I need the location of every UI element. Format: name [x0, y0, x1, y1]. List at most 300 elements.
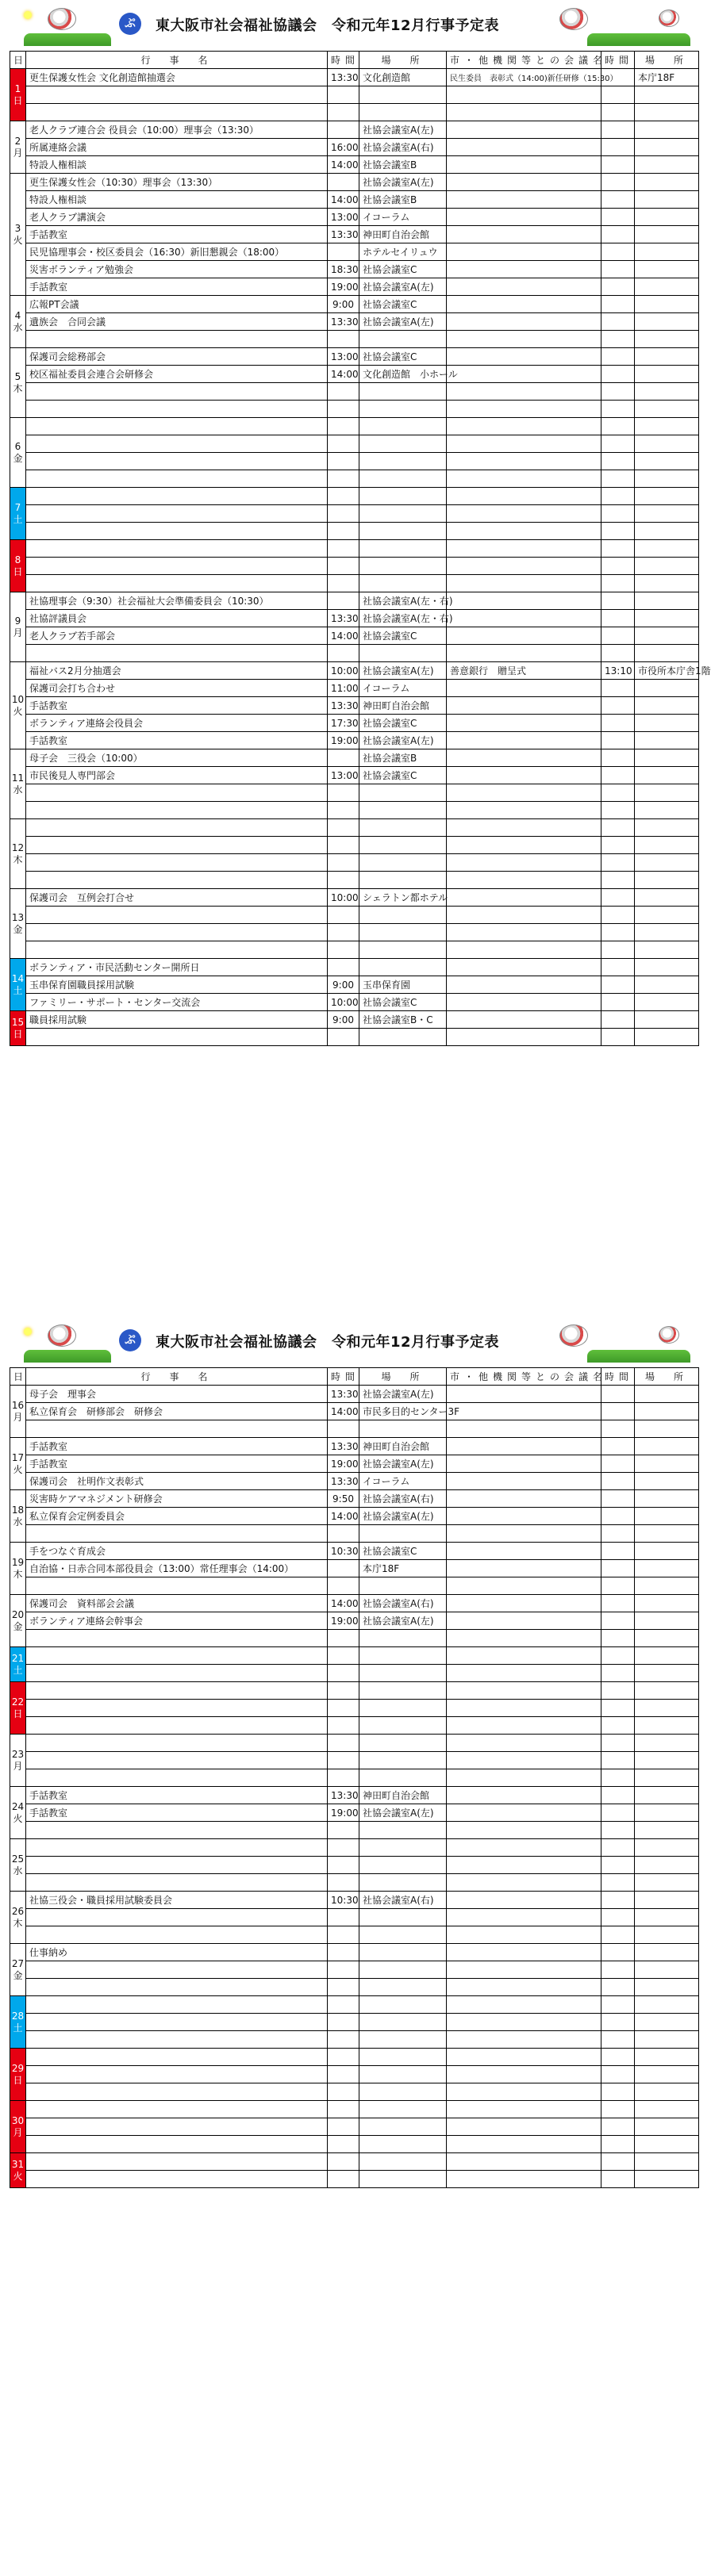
- event-time: [328, 401, 359, 418]
- event-place: [359, 959, 447, 976]
- external-time: [601, 1386, 635, 1403]
- event-time: 19:00: [328, 1804, 359, 1822]
- table-row: [10, 505, 699, 523]
- event-place: 社協会議室C: [359, 1543, 447, 1560]
- event-time: [328, 435, 359, 453]
- external-time: [601, 994, 635, 1011]
- external-meeting: [447, 296, 601, 313]
- external-time: [601, 2153, 635, 2171]
- rugby-ball-icon: [659, 1326, 679, 1344]
- external-time: [601, 959, 635, 976]
- event-time: [328, 1577, 359, 1595]
- event-place: [359, 1630, 447, 1647]
- external-meeting: [447, 2031, 601, 2049]
- event-name: 手話教室: [26, 697, 328, 715]
- event-time: [328, 2066, 359, 2083]
- external-meeting: [447, 278, 601, 296]
- event-time: 13:30: [328, 1438, 359, 1455]
- external-place: [635, 1979, 699, 1996]
- table-row: [10, 1892, 699, 1909]
- external-time: [601, 1577, 635, 1595]
- column-header: 日: [10, 1368, 26, 1386]
- event-name: 手話教室: [26, 226, 328, 243]
- event-time: 19:00: [328, 1612, 359, 1630]
- grass-decoration: [587, 1350, 690, 1363]
- day-cell: 2 月: [10, 121, 26, 174]
- external-time: [601, 86, 635, 104]
- external-meeting: [447, 2049, 601, 2066]
- event-place: 社協会議室A(左): [359, 121, 447, 139]
- external-time: [601, 2049, 635, 2066]
- external-place: [635, 540, 699, 558]
- event-place: [359, 1909, 447, 1926]
- event-name: [26, 2049, 328, 2066]
- external-place: [635, 1857, 699, 1874]
- event-name: 保護司会総務部会: [26, 348, 328, 366]
- table-row: [10, 1944, 699, 1961]
- external-time: [601, 1909, 635, 1926]
- event-time: [328, 1979, 359, 1996]
- day-cell: 26 木: [10, 1892, 26, 1944]
- external-place: [635, 261, 699, 278]
- external-meeting: [447, 627, 601, 645]
- event-name: 母子会 理事会: [26, 1386, 328, 1403]
- table-row: [10, 1717, 699, 1735]
- event-place: [359, 2031, 447, 2049]
- event-place: [359, 86, 447, 104]
- event-name: [26, 802, 328, 819]
- external-place: [635, 1944, 699, 1961]
- event-name: 更生保護女性会 文化創造館抽選会: [26, 69, 328, 86]
- external-time: [601, 715, 635, 732]
- external-meeting: [447, 2101, 601, 2118]
- external-meeting: [447, 104, 601, 121]
- external-meeting: [447, 1909, 601, 1926]
- external-place: [635, 1682, 699, 1700]
- external-time: [601, 1874, 635, 1892]
- external-time: [601, 505, 635, 523]
- event-name: 災害ボランティア勉強会: [26, 261, 328, 278]
- external-place: [635, 1011, 699, 1029]
- event-time: 13:30: [328, 1473, 359, 1490]
- external-place: 本庁18F: [635, 69, 699, 86]
- day-cell: 4 水: [10, 296, 26, 348]
- external-time: [601, 278, 635, 296]
- external-time: [601, 1892, 635, 1909]
- external-meeting: [447, 1508, 601, 1525]
- external-place: [635, 715, 699, 732]
- rugby-ball-icon: [659, 10, 679, 27]
- external-place: [635, 837, 699, 854]
- event-name: [26, 1996, 328, 2014]
- external-time: [601, 749, 635, 767]
- external-meeting: [447, 1647, 601, 1665]
- column-header: 市・他機関等との会議名: [447, 1368, 601, 1386]
- external-meeting: [447, 1011, 601, 1029]
- external-meeting: [447, 1735, 601, 1752]
- event-time: [328, 1560, 359, 1577]
- external-meeting: [447, 313, 601, 331]
- table-header-row: [10, 52, 699, 69]
- external-time: [601, 366, 635, 383]
- event-time: [328, 1822, 359, 1839]
- event-place: 玉串保育園: [359, 976, 447, 994]
- table-row: [10, 1700, 699, 1717]
- external-place: [635, 767, 699, 784]
- event-name: 保護司会打ち合わせ: [26, 680, 328, 697]
- external-meeting: [447, 209, 601, 226]
- event-time: [328, 854, 359, 872]
- external-time: [601, 2171, 635, 2188]
- day-cell: 22 日: [10, 1682, 26, 1735]
- external-place: [635, 2031, 699, 2049]
- event-place: [359, 819, 447, 837]
- event-name: 特設人権相談: [26, 191, 328, 209]
- event-time: 13:00: [328, 767, 359, 784]
- event-name: [26, 331, 328, 348]
- event-place: [359, 872, 447, 889]
- rugby-ball-icon: [48, 1324, 76, 1347]
- external-meeting: [447, 959, 601, 976]
- external-place: [635, 959, 699, 976]
- event-time: 9:00: [328, 296, 359, 313]
- event-place: [359, 802, 447, 819]
- external-place: [635, 1473, 699, 1490]
- table-row: [10, 1386, 699, 1403]
- column-header: 時間: [601, 1368, 635, 1386]
- table-row: [10, 732, 699, 749]
- header: [0, 0, 704, 51]
- external-meeting: [447, 1857, 601, 1874]
- event-name: [26, 2153, 328, 2171]
- external-time: [601, 470, 635, 488]
- event-time: [328, 86, 359, 104]
- external-time: [601, 1769, 635, 1787]
- event-place: 文化創造館 小ホール: [359, 366, 447, 383]
- event-name: [26, 1752, 328, 1769]
- table-row: [10, 802, 699, 819]
- event-time: 17:30: [328, 715, 359, 732]
- external-place: [635, 209, 699, 226]
- event-name: [26, 2171, 328, 2188]
- event-name: ボランティア連絡会役員会: [26, 715, 328, 732]
- event-place: 社協会議室A(左): [359, 732, 447, 749]
- page-2: [0, 1317, 704, 2576]
- table-row: [10, 1752, 699, 1769]
- event-name: 社協評議員会: [26, 610, 328, 627]
- event-time: 14:00: [328, 627, 359, 645]
- day-cell: 31 火: [10, 2153, 26, 2188]
- day-cell: 16 月: [10, 1386, 26, 1438]
- external-place: [635, 1804, 699, 1822]
- day-cell: 24 火: [10, 1787, 26, 1839]
- external-place: [635, 2014, 699, 2031]
- external-meeting: [447, 889, 601, 907]
- day-cell: 7 土: [10, 488, 26, 540]
- external-time: [601, 907, 635, 924]
- event-place: 市民多目的センター3F: [359, 1403, 447, 1420]
- event-place: [359, 854, 447, 872]
- grass-decoration: [24, 1350, 111, 1363]
- event-place: [359, 435, 447, 453]
- external-time: [601, 732, 635, 749]
- event-place: [359, 784, 447, 802]
- event-place: 社協会議室A(右): [359, 1490, 447, 1508]
- table-row: [10, 2171, 699, 2188]
- event-place: 神田町自治会館: [359, 1438, 447, 1455]
- external-meeting: [447, 366, 601, 383]
- external-time: [601, 2014, 635, 2031]
- external-time: [601, 296, 635, 313]
- event-time: [328, 453, 359, 470]
- event-place: [359, 1822, 447, 1839]
- event-name: 社協三役会・職員採用試験委員会: [26, 1892, 328, 1909]
- table-row: [10, 1961, 699, 1979]
- event-place: [359, 1996, 447, 2014]
- event-place: 神田町自治会館: [359, 1787, 447, 1804]
- event-name: 手話教室: [26, 1455, 328, 1473]
- event-time: 13:30: [328, 1787, 359, 1804]
- table-row: [10, 2118, 699, 2136]
- event-name: [26, 1839, 328, 1857]
- event-name: [26, 2014, 328, 2031]
- event-name: 保護司会 互例会打合せ: [26, 889, 328, 907]
- day-cell: 12 木: [10, 819, 26, 889]
- event-time: [328, 907, 359, 924]
- external-meeting: [447, 2083, 601, 2101]
- external-time: [601, 523, 635, 540]
- table-row: [10, 1029, 699, 1046]
- external-meeting: [447, 1769, 601, 1787]
- event-place: [359, 1944, 447, 1961]
- event-time: 14:00: [328, 1508, 359, 1525]
- day-cell: 3 火: [10, 174, 26, 296]
- event-place: [359, 1525, 447, 1543]
- external-place: [635, 749, 699, 767]
- table-row: [10, 715, 699, 732]
- table-row: [10, 296, 699, 313]
- event-time: [328, 941, 359, 959]
- external-place: [635, 104, 699, 121]
- event-name: [26, 941, 328, 959]
- external-time: [601, 2083, 635, 2101]
- external-meeting: [447, 86, 601, 104]
- event-time: 19:00: [328, 278, 359, 296]
- external-place: [635, 1595, 699, 1612]
- event-time: [328, 1630, 359, 1647]
- external-meeting: 善意銀行 贈呈式: [447, 662, 601, 680]
- event-time: [328, 1420, 359, 1438]
- external-time: [601, 767, 635, 784]
- table-row: [10, 1665, 699, 1682]
- day-cell: 1 日: [10, 69, 26, 121]
- event-time: 9:00: [328, 1011, 359, 1029]
- external-place: [635, 575, 699, 592]
- event-place: [359, 1682, 447, 1700]
- event-name: [26, 418, 328, 435]
- event-place: 社協会議室B: [359, 156, 447, 174]
- external-meeting: [447, 1926, 601, 1944]
- event-time: 14:00: [328, 191, 359, 209]
- event-time: 19:00: [328, 732, 359, 749]
- event-time: [328, 1961, 359, 1979]
- event-name: [26, 488, 328, 505]
- table-row: [10, 278, 699, 296]
- external-time: [601, 156, 635, 174]
- external-time: [601, 383, 635, 401]
- external-place: [635, 174, 699, 191]
- external-time: [601, 418, 635, 435]
- external-meeting: [447, 994, 601, 1011]
- event-time: 18:30: [328, 261, 359, 278]
- external-time: [601, 2136, 635, 2153]
- external-meeting: [447, 1804, 601, 1822]
- table-row: [10, 2014, 699, 2031]
- event-place: 社協会議室A(左): [359, 313, 447, 331]
- external-meeting: [447, 540, 601, 558]
- event-time: [328, 872, 359, 889]
- external-place: [635, 86, 699, 104]
- external-place: [635, 435, 699, 453]
- external-meeting: [447, 645, 601, 662]
- event-time: 10:30: [328, 1543, 359, 1560]
- event-place: [359, 941, 447, 959]
- table-row: [10, 331, 699, 348]
- external-place: [635, 645, 699, 662]
- external-time: [601, 1612, 635, 1630]
- external-place: [635, 854, 699, 872]
- external-time: [601, 1787, 635, 1804]
- event-place: [359, 1665, 447, 1682]
- event-time: 13:30: [328, 610, 359, 627]
- event-name: 所属連絡会議: [26, 139, 328, 156]
- page-title: 東大阪市社会福祉協議会 令和元年12月行事予定表: [156, 17, 500, 34]
- external-meeting: [447, 941, 601, 959]
- event-time: [328, 802, 359, 819]
- external-place: [635, 488, 699, 505]
- event-name: [26, 1717, 328, 1735]
- event-place: 社協会議室A(左): [359, 1455, 447, 1473]
- event-place: 社協会議室C: [359, 994, 447, 1011]
- external-time: [601, 261, 635, 278]
- external-time: [601, 1752, 635, 1769]
- day-cell: 5 木: [10, 348, 26, 418]
- external-time: [601, 243, 635, 261]
- external-time: [601, 139, 635, 156]
- external-place: [635, 313, 699, 331]
- event-name: [26, 1769, 328, 1787]
- event-place: [359, 2066, 447, 2083]
- event-place: [359, 924, 447, 941]
- event-time: [328, 121, 359, 139]
- external-place: [635, 994, 699, 1011]
- external-place: [635, 383, 699, 401]
- external-time: [601, 1857, 635, 1874]
- external-place: [635, 226, 699, 243]
- event-time: [328, 1839, 359, 1857]
- table-row: [10, 174, 699, 191]
- table-row: [10, 243, 699, 261]
- table-row: [10, 2031, 699, 2049]
- event-name: 老人クラブ講演会: [26, 209, 328, 226]
- star-icon: [24, 11, 32, 19]
- event-name: 手話教室: [26, 1438, 328, 1455]
- table-row: [10, 959, 699, 976]
- event-place: [359, 2136, 447, 2153]
- event-place: [359, 2083, 447, 2101]
- external-meeting: [447, 1944, 601, 1961]
- external-meeting: [447, 1665, 601, 1682]
- column-header: 場 所: [359, 1368, 447, 1386]
- external-place: [635, 139, 699, 156]
- table-row: [10, 1874, 699, 1892]
- event-time: [328, 784, 359, 802]
- event-time: 9:00: [328, 976, 359, 994]
- event-time: [328, 959, 359, 976]
- table-row: [10, 1595, 699, 1612]
- event-name: [26, 2101, 328, 2118]
- event-place: [359, 470, 447, 488]
- external-meeting: [447, 924, 601, 941]
- event-name: 特設人権相談: [26, 156, 328, 174]
- external-place: [635, 1577, 699, 1595]
- event-time: [328, 2083, 359, 2101]
- external-time: [601, 1029, 635, 1046]
- event-name: 手話教室: [26, 1804, 328, 1822]
- event-place: [359, 1717, 447, 1735]
- external-meeting: [447, 784, 601, 802]
- table-row: [10, 121, 699, 139]
- event-name: [26, 435, 328, 453]
- event-name: [26, 1909, 328, 1926]
- rugby-ball-icon: [559, 1324, 588, 1347]
- external-time: [601, 1647, 635, 1665]
- external-time: [601, 837, 635, 854]
- external-time: [601, 976, 635, 994]
- column-header: 市・他機関等との会議名: [447, 52, 601, 69]
- table-row: [10, 1525, 699, 1543]
- table-row: [10, 261, 699, 278]
- column-header: 行 事 名: [26, 52, 328, 69]
- day-cell: 13 金: [10, 889, 26, 959]
- external-time: [601, 872, 635, 889]
- external-time: [601, 1525, 635, 1543]
- rugby-ball-icon: [559, 8, 588, 30]
- table-row: [10, 383, 699, 401]
- column-header: 場 所: [635, 1368, 699, 1386]
- event-place: [359, 1769, 447, 1787]
- day-cell: 11 水: [10, 749, 26, 819]
- external-meeting: [447, 610, 601, 627]
- external-meeting: [447, 435, 601, 453]
- event-place: [359, 1857, 447, 1874]
- external-meeting: [447, 1717, 601, 1735]
- event-place: 社協会議室A(右): [359, 1595, 447, 1612]
- day-cell: 28 土: [10, 1996, 26, 2049]
- event-place: 社協会議室A(左・右): [359, 610, 447, 627]
- event-name: [26, 1665, 328, 1682]
- event-time: [328, 1752, 359, 1769]
- event-place: イコーラム: [359, 1473, 447, 1490]
- event-time: 10:00: [328, 994, 359, 1011]
- event-time: [328, 1525, 359, 1543]
- external-time: [601, 1403, 635, 1420]
- table-row: [10, 313, 699, 331]
- external-place: [635, 470, 699, 488]
- table-row: [10, 1996, 699, 2014]
- table-row: [10, 226, 699, 243]
- external-meeting: [447, 1490, 601, 1508]
